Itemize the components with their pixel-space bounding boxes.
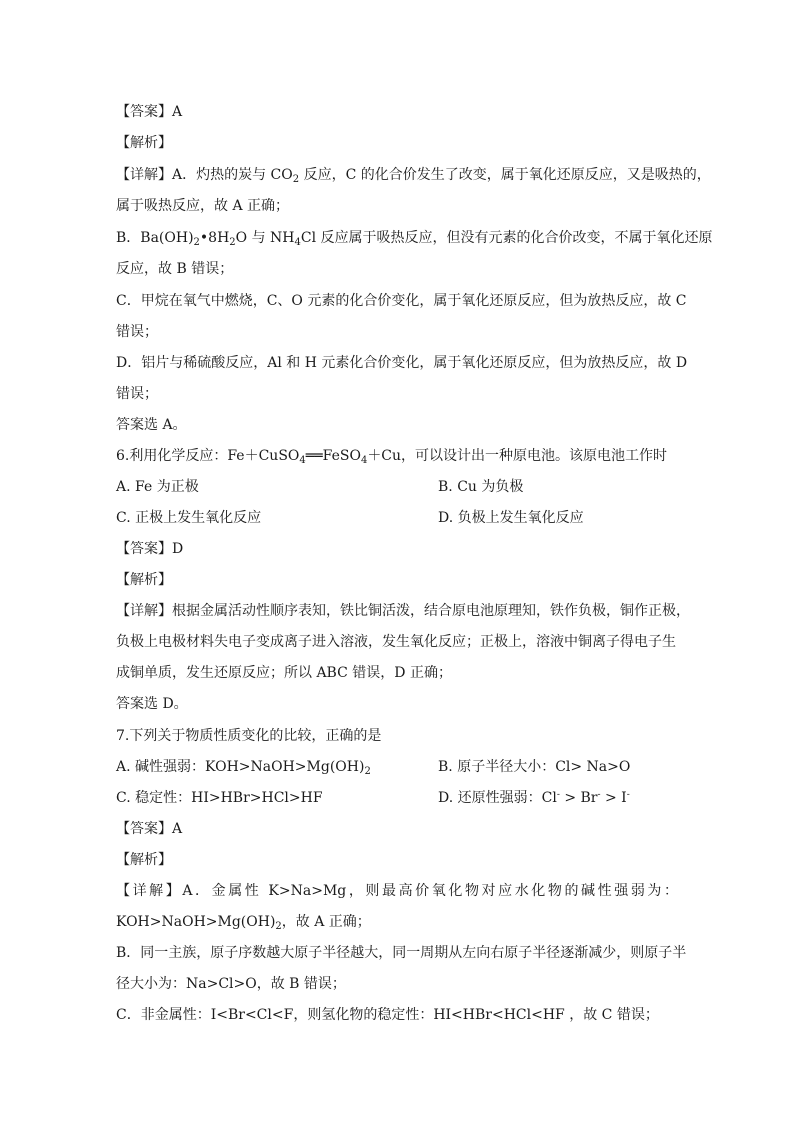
q5-detail-line2: 属于吸热反应，故 A 正确； [116,198,290,214]
q5-option-d-line2: 错误； [116,386,158,402]
q5-option-d-line1: D．铝片与稀硫酸反应，Al 和 H 元素化合价变化，属于氧化还原反应，但为放热反应，故 D [116,355,688,371]
q6-option-c: C. 正极上发生氧化反应 [116,510,262,526]
q7-analysis-heading: 【解析】 [116,852,172,868]
q6-detail-line2: 负极上电极材料失电子变成离子进入溶液，发生氧化反应；正极上，溶液中铜离子得电子生 [116,634,676,650]
q6-option-b: B. Cu 为负极 [438,479,524,495]
q6-option-a: A. Fe 为正极 [116,479,199,495]
q6-detail-line3: 成铜单质，发生还原反应；所以 ABC 错误，D 正确； [116,665,452,681]
q5-option-c-line2: 错误； [116,324,158,340]
q5-option-b-line1: B．$Ba(OH)_2•8H_2O$ 与 $NH_4Cl$ 反应属于吸热反应，但没有元素的化合价改变，不属于氧化还原 [116,230,713,248]
q5-answer: 【答案】A [116,104,183,120]
q6-conclusion: 答案选 D。 [116,696,188,712]
q7-detail-line1: 【详解】A．金属性 K>Na>Mg，则最高价氧化物对应水化物的碱性强弱为： [116,883,678,899]
q5-analysis-heading: 【解析】 [116,135,172,151]
q6-answer: 【答案】D [116,541,184,557]
q7-option-a: A. 碱性强弱：$KOH>NaOH>Mg(OH)_2$ [116,759,371,777]
q6-option-d: D. 负极上发生氧化反应 [438,510,584,526]
q7-option-b-line1: B．同一主族，原子序数越大原子半径越大，同一周期从左向右原子半径逐渐减少，则原子半 [116,945,687,961]
q7-option-b: B. 原子半径大小：Cl> Na>O [438,759,631,775]
q7-option-b-line2: 径大小为：Na>Cl>O，故 B 错误； [116,976,346,992]
q5-option-c-line1: C．甲烷在氧气中燃烧，C、O 元素的化合价变化，属于氧化还原反应，但为放热反应，故 C [116,293,687,309]
q6-analysis-heading: 【解析】 [116,572,172,588]
q6-stem: 6.利用化学反应：Fe＋CuSO$_4$══FeSO$_4$＋Cu，可以设计出一种原电池。该原电池工作时 [116,448,668,466]
q5-option-b-line2: 反应，故 B 错误； [116,261,234,277]
q7-stem: 7.下列关于物质性质变化的比较，正确的是 [116,728,382,744]
q6-detail-line1: 【详解】根据金属活动性顺序表知，铁比铜活泼，结合原电池原理知，铁作负极，铜作正极， [116,603,690,619]
q5-detail-line1: 【详解】A．灼热的炭与 $CO_2$ 反应，C 的化合价发生了改变，属于氧化还原反应，又是吸热的， [116,167,711,185]
q7-option-c-line1: C．非金属性：I<Br<Cl<F，则氢化物的稳定性：HI<HBr<HCl<HF ，故 C 错误； [116,1007,659,1023]
q5-conclusion: 答案选 A。 [116,417,187,433]
q7-option-c: C. 稳定性：HI>HBr>HCl>HF [116,790,323,806]
q7-detail-line2: $KOH>NaOH>Mg(OH)_2$，故 A 正确； [116,914,371,932]
q7-answer: 【答案】A [116,821,183,837]
q7-option-d: D. 还原性强弱：Cl- > Br- > I- [438,790,630,806]
